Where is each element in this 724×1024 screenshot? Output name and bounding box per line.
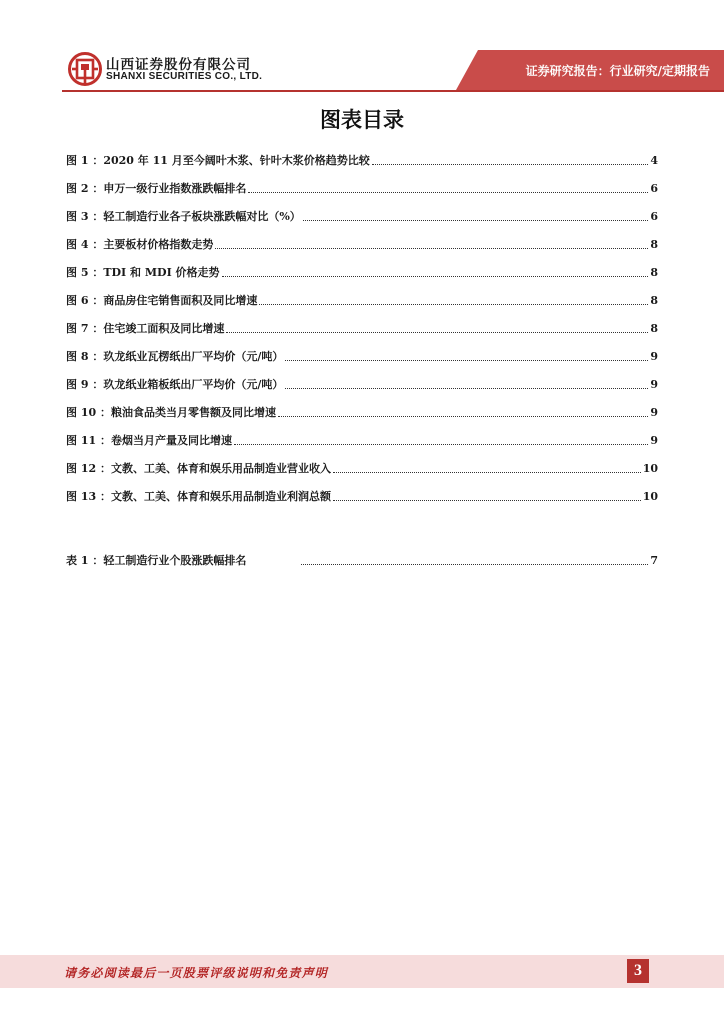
toc-leader-dots [301, 564, 648, 565]
toc-entry-figure-11[interactable] [66, 430, 658, 448]
toc-leader-dots [234, 444, 648, 445]
toc-entry-page: 9 [650, 406, 658, 419]
toc-entry-title: 文教、工美、体育和娱乐用品制造业利润总额 [110, 490, 331, 503]
toc-entry-label: 图 13 ： [66, 490, 111, 503]
toc-entry-figure-4[interactable] [66, 234, 658, 252]
toc-entry-table-1[interactable] [66, 550, 658, 568]
toc-leader-dots [333, 472, 641, 473]
toc-entry-label: 图 2 ： [66, 182, 104, 195]
toc-leader-dots [226, 332, 648, 333]
toc-entry-label: 图 6 ： [66, 294, 104, 307]
toc-entry-page: 10 [642, 490, 658, 503]
company-name-cn: 山西证券股份有限公司 [106, 57, 251, 73]
toc-leader-dots [285, 360, 648, 361]
toc-entry-figure-1[interactable] [66, 150, 658, 168]
toc-entry-figure-6[interactable] [66, 290, 658, 308]
toc-entry-page: 7 [650, 554, 658, 567]
toc-leader-dots [303, 220, 649, 221]
toc-entry-title: TDI 和 MDI 价格走势 [103, 266, 220, 279]
toc-entry-label: 图 10 ： [66, 406, 111, 419]
toc-entry-label: 表 1 ： [66, 554, 104, 567]
toc-entry-figure-12[interactable] [66, 458, 658, 476]
toc-entry-page: 6 [650, 210, 658, 223]
report-type-label: 证券研究报告：行业研究/定期报告 [525, 64, 710, 78]
page-number: 3 [627, 959, 649, 983]
toc-entry-title: 轻工制造行业个股涨跌幅排名 [103, 554, 247, 567]
toc-entry-title: 申万一级行业指数涨跌幅排名 [103, 182, 247, 195]
toc-entry-page: 8 [650, 238, 658, 251]
toc-entry-page: 10 [642, 462, 658, 475]
toc-entry-figure-13[interactable] [66, 486, 658, 504]
toc-entry-label: 图 11 ： [66, 434, 111, 447]
toc-entry-title: 卷烟当月产量及同比增速 [110, 434, 232, 447]
header-divider [62, 90, 724, 92]
toc-entry-figure-7[interactable] [66, 318, 658, 336]
toc-entry-page: 8 [650, 322, 658, 335]
toc-entry-figure-9[interactable] [66, 374, 658, 392]
toc-entry-figure-5[interactable] [66, 262, 658, 280]
toc-leader-dots [333, 500, 641, 501]
company-name-en: SHANXI SECURITIES CO., LTD. [106, 71, 263, 82]
toc-entry-page: 8 [650, 294, 658, 307]
toc-entry-label: 图 3 ： [66, 210, 104, 223]
toc-leader-dots [222, 276, 649, 277]
toc-entry-title: 2020 年 11 月至今阔叶木浆、针叶木浆价格趋势比较 [103, 154, 370, 167]
toc-entry-label: 图 1 ： [66, 154, 104, 167]
toc-entry-page: 8 [650, 266, 658, 279]
toc-entry-title: 玖龙纸业瓦楞纸出厂平均价（元/吨） [103, 350, 284, 363]
toc-entry-label: 图 12 ： [66, 462, 111, 475]
toc-entry-title: 粮油食品类当月零售额及同比增速 [110, 406, 276, 419]
toc-entry-page: 4 [650, 154, 658, 167]
toc-entry-label: 图 7 ： [66, 322, 104, 335]
page-title: 图表目录 [320, 108, 404, 132]
page-header [0, 0, 724, 98]
toc-entry-label: 图 5 ： [66, 266, 104, 279]
toc-entry-title: 玖龙纸业箱板纸出厂平均价（元/吨） [103, 378, 284, 391]
toc-entry-figure-8[interactable] [66, 346, 658, 364]
toc-entry-page: 6 [650, 182, 658, 195]
shanxi-securities-logo-icon [68, 52, 102, 86]
toc-entry-figure-10[interactable] [66, 402, 658, 420]
toc-entry-label: 图 9 ： [66, 378, 104, 391]
toc-leader-dots [285, 388, 648, 389]
toc-leader-dots [278, 416, 648, 417]
toc-leader-dots [215, 248, 648, 249]
toc-entry-page: 9 [650, 378, 658, 391]
toc-entry-page: 9 [650, 434, 658, 447]
toc-entry-figure-2[interactable] [66, 178, 658, 196]
toc-entry-title: 文教、工美、体育和娱乐用品制造业营业收入 [110, 462, 331, 475]
toc-leader-dots [248, 192, 648, 193]
toc-entry-label: 图 8 ： [66, 350, 104, 363]
toc-entry-title: 住宅竣工面积及同比增速 [103, 322, 225, 335]
toc-entry-page: 9 [650, 350, 658, 363]
toc-entry-figure-3[interactable] [66, 206, 658, 224]
footer-disclaimer: 请务必阅读最后一页股票评级说明和免责声明 [64, 966, 329, 980]
toc-entry-label: 图 4 ： [66, 238, 104, 251]
toc-entry-title: 主要板材价格指数走势 [103, 238, 214, 251]
toc-leader-dots [259, 304, 648, 305]
toc-leader-dots [372, 164, 649, 165]
toc-entry-title: 商品房住宅销售面积及同比增速 [103, 294, 258, 307]
toc-entry-title: 轻工制造行业各子板块涨跌幅对比（%） [103, 210, 301, 223]
